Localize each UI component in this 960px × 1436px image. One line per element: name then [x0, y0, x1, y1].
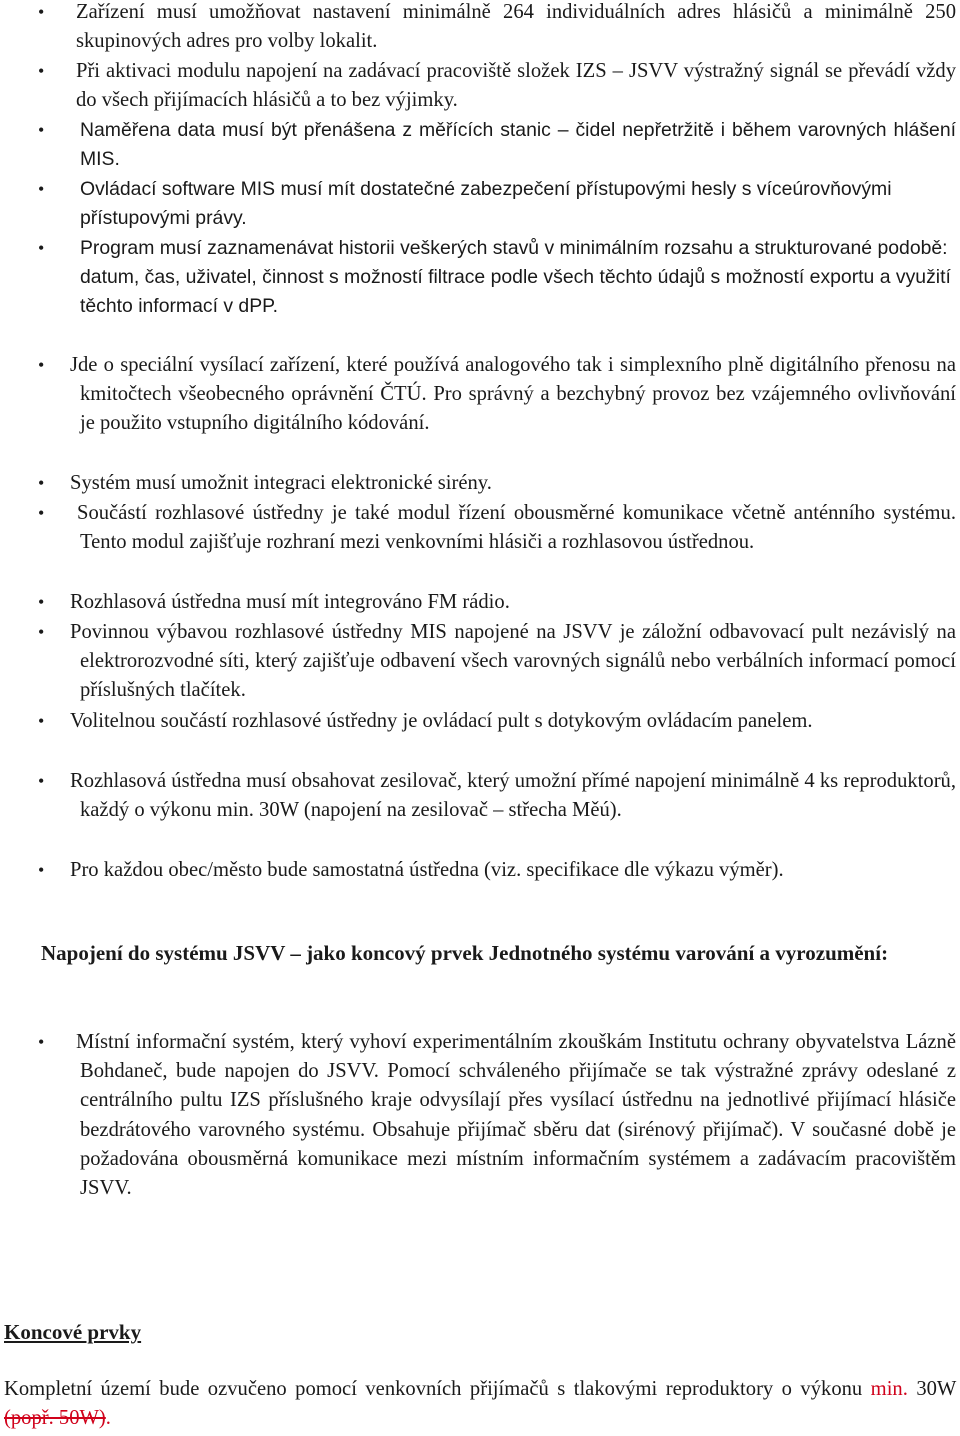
list-item: [0, 0, 960, 57]
bullet-icon: •: [38, 120, 45, 140]
list-item: [0, 469, 960, 499]
list-item-text: Povinnou výbavou rozhlasové ústředny MIS napojené na JSVV je záložní odbavovací pult nezávislý na elektrorozvodné síti, který zajišťuje odbavení všech varovných signálů nebo verbálních informací pomocí příslušných tlačítek.: [70, 621, 956, 702]
bullet-icon: •: [38, 503, 45, 523]
bullet-icon: •: [38, 592, 45, 612]
requirements-list-1: [0, 0, 960, 322]
list-item: [0, 767, 960, 856]
bullet-icon: •: [38, 622, 45, 642]
list-item-text: Rozhlasová ústředna musí mít integrováno FM rádio.: [70, 591, 510, 613]
min-label: min.: [870, 1378, 908, 1400]
requirements-list-2: [0, 351, 960, 886]
struck-alternative: (popř. 50W): [4, 1407, 106, 1430]
list-item: [0, 175, 960, 234]
bullet-icon: •: [38, 2, 45, 22]
bullet-icon: •: [38, 1032, 45, 1052]
list-item-text: Ovládací software MIS musí mít dostatečné zabezpečení přístupovými hesly s víceúrovňovými přístupovými právy.: [80, 178, 892, 230]
bullet-icon: •: [38, 179, 45, 199]
bullet-icon: •: [38, 711, 45, 731]
bullet-icon: •: [38, 771, 45, 791]
list-item-text: Naměřena data musí být přenášena z měřících stanic – čidel nepřetržitě i během varovných hlášení MIS.: [80, 119, 956, 171]
final-period: .: [105, 1407, 111, 1430]
list-item: [0, 234, 960, 322]
list-item-text: Rozhlasová ústředna musí obsahovat zesilovač, který umožní přímé napojení minimálně 4 ks reproduktorů, každý o výkonu min. 30W (napojení na zesilovač – střecha Měú).: [70, 770, 956, 822]
final-paragraph: [4, 1375, 956, 1433]
section-heading-koncove-prvky: Koncové prvky: [4, 1320, 142, 1344]
list-item: [0, 588, 960, 618]
bullet-icon: •: [38, 860, 45, 880]
list-item-text: Volitelnou součástí rozhlasové ústředny je ovládací pult s dotykovým ovládacím panelem.: [70, 710, 813, 732]
bullet-icon: •: [38, 355, 45, 375]
list-item-text: Místní informační systém, který vyhoví experimentálním zkouškám Institutu ochrany obyvatelstva Lázně Bohdaneč, bude napojen do JSVV. Pomocí schváleného přijímače se tak výstražné zprávy odeslané z centrálního pultu IZS příslušného kraje odvysílají přes vysílací ústřednu na jednotlivé přijímací hlásiče bezdrátového varovného systému. Obsahuje přijímač sběru dat (sirénový přijímač). V současné době je požadována obousměrná komunikace mezi místním informačním systémem a zadávacím pracovištěm JSVV.: [76, 1031, 956, 1200]
list-item-text: Součástí rozhlasové ústředny je také modul řízení obousměrné komunikace včetně anténního systému. Tento modul zajišťuje rozhraní mezi venkovními hlásiči a rozhlasovou ústřednou.: [77, 502, 956, 554]
list-item: [0, 351, 960, 469]
list-item-text: Pro každou obec/město bude samostatná ústředna (viz. specifikace dle výkazu výměr).: [70, 859, 784, 881]
section-heading-jsvv: Napojení do systému JSVV – jako koncový prvek Jednotného systému varování a vyrozumění:: [41, 941, 889, 965]
list-item-text: Při aktivaci modulu napojení na zadávací pracoviště složek IZS – JSVV výstražný signál se převádí vždy do všech přijímacích hlásičů a to bez výjimky.: [76, 60, 956, 112]
list-item: [0, 856, 960, 886]
list-item: [0, 116, 960, 175]
bullet-icon: •: [38, 473, 45, 493]
jsvv-list: [0, 1028, 960, 1203]
final-paragraph-text: Kompletní území bude ozvučeno pomocí venkovních přijímačů s tlakovými reproduktory o výkonu: [4, 1378, 863, 1400]
bullet-icon: •: [38, 61, 45, 81]
list-item: [0, 499, 960, 588]
list-item: [0, 57, 960, 116]
list-item-text: Systém musí umožnit integraci elektronické sirény.: [70, 472, 492, 494]
list-item: [0, 618, 960, 707]
list-item-text: Program musí zaznamenávat historii veškerých stavů v minimálním rozsahu a strukturované podobě: datum, čas, uživatel, činnost s možností filtrace podle všech těchto údajů s možností exportu a využití těchto informací v dPP.: [80, 237, 951, 318]
list-item-text: Jde o speciální vysílací zařízení, které používá analogového tak i simplexního plně digitálního přenosu na kmitočtech všeobecného oprávnění ČTÚ. Pro správný a bezchybný provoz bez vzájemného ovlivňování je použito vstupního digitálního kódování.: [70, 354, 956, 435]
list-item-text: Zařízení musí umožňovat nastavení minimálně 264 individuálních adres hlásičů a minimálně 250 skupinových adres pro volby lokalit.: [76, 1, 956, 53]
list-item: [0, 707, 960, 767]
power-value: 30W: [916, 1378, 956, 1400]
list-item: [0, 1028, 960, 1203]
bullet-icon: •: [38, 238, 45, 258]
